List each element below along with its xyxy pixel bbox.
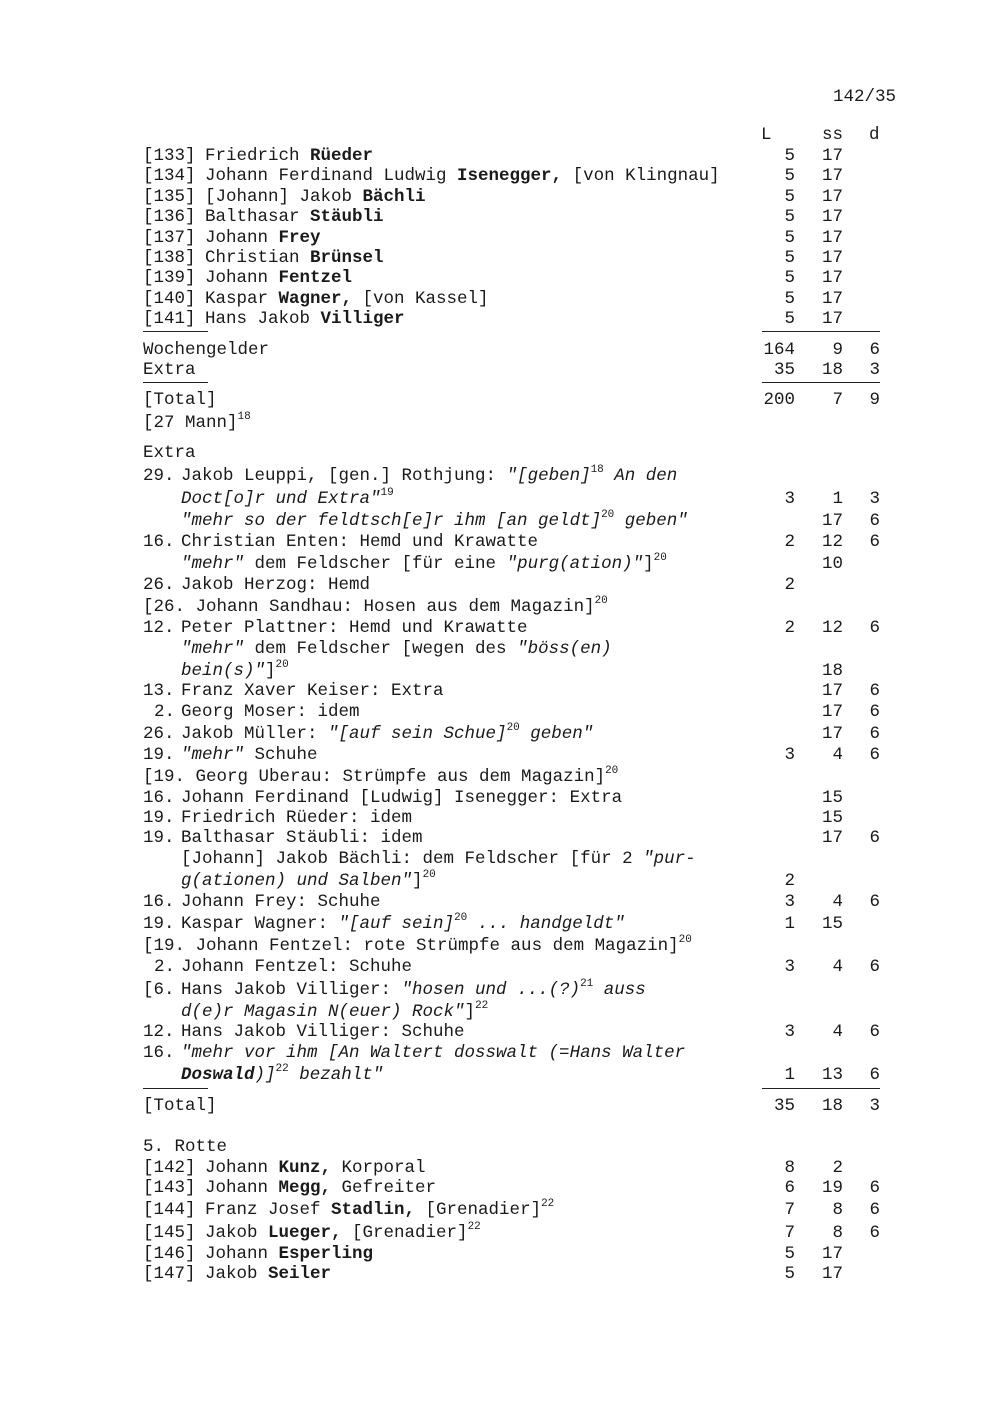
amount-ss: 13	[821, 1065, 843, 1085]
divider	[143, 382, 208, 383]
footnote-ref: 20	[454, 912, 468, 924]
entry-number: 13.	[143, 681, 175, 701]
amount-d: 6	[869, 1223, 880, 1243]
person-id: [141]	[143, 309, 196, 330]
extra-heading: Extra	[143, 443, 196, 463]
extra-entry	[143, 554, 880, 575]
extra-entry	[143, 1002, 880, 1023]
entry-number: 26.	[143, 724, 175, 744]
entry-quote: "böss(en)	[517, 639, 612, 659]
entry-quote: "mehr vor ihm [An Waltert dosswalt (=Hans Walter	[181, 1043, 686, 1063]
extra-entry	[143, 808, 880, 829]
extra-entry	[143, 745, 880, 766]
total-label: [Total]	[143, 390, 217, 410]
entry-text: ]	[265, 661, 276, 681]
entry-text: Jakob Müller:	[181, 724, 329, 744]
amount-l: 5	[784, 207, 795, 228]
footnote-ref: 20	[422, 869, 436, 881]
entry-number: 29.	[143, 466, 175, 486]
amount-l: 3	[784, 745, 795, 765]
footnote-ref: 22	[475, 1000, 489, 1012]
person-id: [137]	[143, 227, 196, 248]
amount-d: 6	[869, 618, 880, 638]
person-name: Johann	[205, 1158, 279, 1178]
entry-quote: "hosen und ...(?)	[401, 980, 581, 1000]
sum-divider	[762, 331, 880, 332]
person-id: [135]	[143, 186, 196, 207]
entry-quote: "mehr"	[181, 554, 245, 574]
entry-quote: "mehr"	[181, 639, 245, 659]
amount-ss: 12	[821, 618, 843, 638]
footnote-ref: 18	[590, 464, 604, 476]
person-name: Kaspar	[205, 288, 279, 309]
person-surname: Isenegger,	[457, 166, 563, 187]
amount-ss: 17	[821, 288, 843, 309]
extra-sum-label: Extra	[143, 360, 196, 380]
person-surname: Stäubli	[310, 207, 384, 228]
entry-text: Jakob Herzog: Hemd	[181, 575, 371, 595]
amount-ss: 18	[821, 661, 843, 681]
amount-d: 6	[869, 724, 880, 744]
person-note: [Grenadier]	[341, 1223, 468, 1243]
person-row	[143, 248, 880, 269]
sum-divider	[762, 1088, 880, 1089]
amount-l: 2	[784, 575, 795, 595]
amount-d: 6	[869, 340, 880, 360]
entry-text: ]	[643, 554, 654, 574]
entry-text: dem Feldscher [für eine	[244, 554, 507, 574]
entry-text: [26. Johann Sandhau: Hosen aus dem Magazin]	[143, 597, 595, 617]
extra-entry	[143, 597, 880, 618]
amount-ss: 2	[832, 1158, 843, 1178]
person-surname: Fentzel	[278, 268, 353, 289]
page-number: 142/35	[833, 87, 897, 107]
extra-entry	[143, 661, 880, 682]
amount-l: 5	[784, 248, 795, 268]
amount-ss: 17	[821, 1264, 843, 1284]
extra-entry	[143, 1022, 880, 1043]
extra-entry	[143, 980, 880, 1001]
entry-number: 16.	[143, 532, 175, 552]
entry-quote: "mehr"	[181, 745, 245, 765]
total-row	[143, 390, 880, 411]
person-row	[143, 228, 880, 249]
person-name: Johann	[205, 227, 279, 248]
amount-l: 164	[763, 340, 795, 360]
person-surname: Megg,	[278, 1178, 332, 1198]
entry-quote: d(e)r Magasin N(euer) Rock"	[181, 1002, 465, 1022]
person-name: Johann	[205, 1178, 279, 1198]
person-surname: Wagner,	[278, 288, 353, 309]
extra-entry	[143, 1043, 880, 1064]
amount-d: 3	[869, 360, 880, 380]
entry-text: Johann Frey: Schuhe	[181, 892, 381, 912]
column-header-d: d	[869, 125, 880, 145]
footnote-ref: 22	[541, 1198, 555, 1210]
person-name: Johann	[205, 268, 279, 289]
extra-entry	[143, 724, 880, 745]
amount-l: 35	[773, 1096, 795, 1116]
amount-l: 5	[784, 146, 795, 166]
entry-text: [Johann] Jakob Bächli: dem Feldscher [für 2	[181, 849, 644, 869]
person-row	[143, 187, 880, 208]
person-name: Hans Jakob	[205, 309, 321, 330]
person-note: [von Klingnau]	[562, 166, 720, 187]
amount-l: 5	[784, 227, 795, 248]
amount-d: 9	[869, 390, 880, 410]
amount-ss: 17	[821, 702, 843, 722]
person-surname: Frey	[278, 227, 321, 248]
total-label: [Total]	[143, 1096, 217, 1116]
person-id: [146]	[143, 1244, 196, 1264]
amount-ss: 4	[832, 892, 843, 912]
extra-entry	[143, 914, 880, 935]
amount-l: 1	[784, 914, 795, 934]
amount-ss: 17	[821, 1244, 843, 1264]
column-header-ss: ss	[822, 125, 844, 145]
amount-d: 6	[869, 681, 880, 701]
person-surname: Villiger	[320, 309, 405, 330]
amount-ss: 15	[821, 914, 843, 934]
amount-ss: 17	[821, 146, 843, 166]
amount-l: 5	[784, 268, 795, 289]
person-id: [134]	[143, 166, 196, 187]
amount-l: 8	[784, 1158, 795, 1178]
entry-number: [6.	[143, 980, 175, 1000]
person-id: [138]	[143, 248, 196, 268]
person-row	[143, 268, 880, 289]
amount-ss: 4	[832, 745, 843, 765]
person-row	[143, 166, 880, 187]
person-name: Franz Josef	[205, 1200, 332, 1220]
entry-quote: "[auf sein]	[338, 914, 455, 934]
extra-entry	[143, 957, 880, 978]
amount-ss: 17	[821, 186, 843, 207]
extra-entry	[143, 871, 880, 892]
entry-quote: )]	[254, 1065, 276, 1085]
entry-number: 26.	[143, 575, 175, 595]
person-name: Christian	[205, 248, 311, 268]
footnote-ref: 20	[275, 659, 289, 671]
amount-d: 6	[869, 702, 880, 722]
extra-entry	[143, 702, 880, 723]
person-surname: Bächli	[362, 186, 426, 207]
entry-quote: Doct[o]r und Extra"	[181, 489, 381, 509]
amount-ss: 17	[821, 309, 843, 330]
amount-d: 3	[869, 1096, 880, 1116]
person-surname: Stadlin,	[331, 1200, 416, 1220]
person-row	[143, 1200, 880, 1221]
person-surname: Brünsel	[310, 248, 384, 268]
amount-d: 3	[869, 489, 880, 509]
entry-quote: geben"	[614, 511, 688, 531]
footnote-ref: 20	[605, 765, 619, 777]
entry-number: 19.	[143, 914, 175, 934]
person-name: Johann Ferdinand Ludwig	[205, 166, 458, 187]
amount-ss: 17	[821, 166, 843, 187]
amount-ss: 8	[832, 1223, 843, 1243]
rotte-heading: 5. Rotte	[143, 1137, 228, 1157]
amount-l: 5	[784, 309, 795, 330]
entry-text: Hans Jakob Villiger: Schuhe	[181, 1022, 465, 1042]
person-row	[143, 1178, 880, 1199]
person-row	[143, 1158, 880, 1179]
amount-l: 2	[784, 618, 795, 638]
entry-text: Johann Ferdinand [Ludwig] Isenegger: Extra	[181, 788, 623, 808]
footnote-ref: 20	[601, 509, 615, 521]
person-row	[143, 1244, 880, 1265]
person-id: [140]	[143, 288, 196, 309]
person-row	[143, 207, 880, 228]
entry-quote: "[geben]	[506, 466, 591, 486]
footnote-ref: 18	[237, 411, 251, 423]
amount-d: 6	[869, 892, 880, 912]
entry-number: 12.	[143, 1022, 175, 1042]
extra-entry	[143, 575, 880, 596]
person-id: [136]	[143, 207, 196, 228]
extra-entry	[143, 892, 880, 913]
extra-entry	[143, 1065, 880, 1086]
entry-text: ]	[464, 1002, 476, 1022]
amount-ss: 1	[832, 489, 843, 509]
column-header-l: L	[761, 125, 772, 145]
entry-text: [19. Georg Uberau: Strümpfe aus dem Magazin]	[143, 767, 606, 787]
person-id: [147]	[143, 1264, 196, 1284]
entry-quote: An den	[603, 466, 678, 486]
amount-ss: 15	[821, 808, 843, 828]
footnote-ref: 20	[678, 934, 692, 946]
entry-text: [19. Johann Fentzel: rote Strümpfe aus dem Magazin]	[143, 936, 679, 956]
entry-number: 16.	[143, 1043, 175, 1063]
entry-quote: bezahlt"	[288, 1065, 384, 1085]
amount-l: 3	[784, 1022, 795, 1042]
person-row	[143, 289, 880, 310]
amount-ss: 18	[821, 360, 843, 380]
amount-d: 6	[869, 745, 880, 765]
amount-ss: 17	[821, 227, 843, 248]
footnote-ref: 19	[380, 487, 394, 499]
entry-quote: "mehr so der feldtsch[e]r ihm [an geldt]	[181, 511, 602, 531]
entry-text: Christian Enten: Hemd und Krawatte	[181, 532, 539, 552]
person-id: [139]	[143, 268, 196, 289]
amount-l: 5	[784, 288, 795, 309]
amount-l: 5	[784, 166, 795, 187]
amount-ss: 17	[821, 828, 843, 848]
person-row	[143, 1223, 880, 1244]
entry-text: Johann Fentzel: Schuhe	[181, 957, 413, 977]
extra-entry	[143, 639, 880, 660]
amount-l: 1	[784, 1065, 795, 1085]
amount-l: 5	[784, 1244, 795, 1264]
person-name: Balthasar	[205, 207, 311, 228]
amount-d: 6	[869, 511, 880, 531]
entry-quote: "pur-	[643, 849, 696, 869]
wochengelder-label: Wochengelder	[143, 340, 270, 360]
amount-d: 6	[869, 1200, 880, 1220]
rotte-heading-row	[143, 1137, 880, 1158]
extra-entry	[143, 849, 880, 870]
extra-entry	[143, 532, 880, 553]
amount-ss: 7	[832, 390, 843, 410]
person-surname: Kunz,	[278, 1158, 332, 1178]
amount-ss: 17	[821, 724, 843, 744]
person-name: Jakob	[205, 1223, 269, 1243]
extra-entry	[143, 466, 880, 487]
entry-quote: "purg(ation)"	[506, 554, 644, 574]
divider	[143, 1088, 208, 1089]
person-name: Jakob	[205, 1264, 269, 1284]
entry-text: Kaspar Wagner:	[181, 914, 339, 934]
amount-l: 3	[784, 892, 795, 912]
person-name: [Johann] Jakob	[205, 186, 363, 207]
entry-number: 16.	[143, 788, 175, 808]
amount-d: 6	[869, 828, 880, 848]
footnote-ref: 20	[594, 595, 608, 607]
entry-number: 19.	[143, 828, 175, 848]
extra-entry	[143, 511, 880, 532]
footnote-ref: 22	[275, 1063, 289, 1075]
extra-heading-row	[143, 443, 880, 464]
person-row	[143, 146, 880, 167]
entry-name-bold: Doswald	[181, 1065, 255, 1085]
entry-number: 2.	[154, 702, 176, 722]
mann-row	[143, 413, 880, 434]
amount-l: 2	[784, 532, 795, 552]
amount-d: 6	[869, 1178, 880, 1198]
amount-d: 6	[869, 1022, 880, 1042]
amount-ss: 17	[821, 681, 843, 701]
extra-entry	[143, 489, 880, 510]
amount-ss: 12	[821, 532, 843, 552]
entry-number: 19.	[143, 808, 175, 828]
person-note: Korporal	[331, 1158, 426, 1178]
person-surname: Lueger,	[268, 1223, 342, 1243]
person-name: Johann	[205, 1244, 279, 1264]
amount-l: 7	[784, 1223, 795, 1243]
entry-quote: ... handgeldt"	[467, 914, 625, 934]
amount-ss: 17	[821, 207, 843, 228]
person-id: [133]	[143, 146, 196, 166]
footnote-ref: 22	[467, 1221, 481, 1233]
amount-l: 5	[784, 186, 795, 207]
person-row	[143, 1264, 880, 1285]
person-note: [von Kassel]	[352, 288, 489, 309]
person-row	[143, 309, 880, 330]
entry-text: Peter Plattner: Hemd und Krawatte	[181, 618, 528, 638]
amount-l: 200	[763, 390, 795, 410]
person-surname: Rüeder	[310, 146, 374, 166]
amount-l: 3	[784, 957, 795, 977]
person-surname: Seiler	[268, 1264, 332, 1284]
person-id: [142]	[143, 1158, 196, 1178]
amount-ss: 8	[832, 1200, 843, 1220]
person-note: [Grenadier]	[415, 1200, 542, 1220]
footnote-ref: 21	[580, 978, 594, 990]
extra-entry	[143, 788, 880, 809]
mann-label: [27 Mann]	[143, 413, 238, 433]
entry-quote: auss	[593, 980, 646, 1000]
extra-sum-row	[143, 360, 880, 381]
extra-entry	[143, 767, 880, 788]
amount-ss: 9	[832, 340, 843, 360]
footnote-ref: 20	[653, 552, 667, 564]
entry-number: 2.	[154, 957, 176, 977]
entry-text: Schuhe	[244, 745, 318, 765]
entry-text: Hans Jakob Villiger:	[181, 980, 402, 1000]
amount-ss: 4	[832, 1022, 843, 1042]
wochengelder-row	[143, 340, 880, 361]
entry-text: Jakob Leuppi, [gen.] Rothjung:	[181, 466, 507, 486]
amount-d: 6	[869, 532, 880, 552]
amount-ss: 18	[821, 1096, 843, 1116]
amount-ss: 19	[821, 1178, 843, 1198]
extra-entry	[143, 936, 880, 957]
amount-l: 5	[784, 1264, 795, 1284]
amount-ss: 17	[821, 511, 843, 531]
amount-l: 35	[773, 360, 795, 380]
entry-number: 19.	[143, 745, 175, 765]
entry-text: Balthasar Stäubli: idem	[181, 828, 423, 848]
amount-l: 3	[784, 489, 795, 509]
amount-l: 7	[784, 1200, 795, 1220]
amount-l: 6	[784, 1178, 795, 1198]
entry-quote: geben"	[519, 724, 594, 744]
amount-ss: 17	[821, 248, 843, 268]
amount-ss: 10	[821, 554, 843, 574]
entry-quote: g(ationen) und Salben"	[181, 871, 413, 891]
footnote-ref: 20	[506, 722, 520, 734]
entry-text: Franz Xaver Keiser: Extra	[181, 681, 444, 701]
amount-ss: 15	[821, 788, 843, 808]
entry-quote: "[auf sein Schue]	[328, 724, 507, 744]
entry-text: Friedrich Rüeder: idem	[181, 808, 413, 828]
extra-entry	[143, 828, 880, 849]
amount-ss: 17	[821, 268, 843, 289]
person-note: Gefreiter	[331, 1178, 437, 1198]
person-id: [143]	[143, 1178, 196, 1198]
amount-d: 6	[869, 957, 880, 977]
extra-entry	[143, 681, 880, 702]
extra-entry	[143, 618, 880, 639]
divider	[143, 331, 208, 332]
entry-quote: bein(s)"	[181, 661, 266, 681]
person-id: [145]	[143, 1223, 196, 1243]
column-header-row	[143, 125, 880, 146]
entry-text: Georg Moser: idem	[181, 702, 360, 722]
amount-d: 6	[869, 1065, 880, 1085]
sum-divider	[762, 382, 880, 383]
entry-number: 16.	[143, 892, 175, 912]
total-row	[143, 1096, 880, 1117]
person-name: Friedrich	[205, 146, 311, 166]
entry-text: dem Feldscher [wegen des	[244, 639, 518, 659]
amount-l: 2	[784, 871, 795, 891]
amount-ss: 4	[832, 957, 843, 977]
entry-number: 12.	[143, 618, 175, 638]
entry-text: ]	[412, 871, 423, 891]
person-surname: Esperling	[278, 1244, 374, 1264]
person-id: [144]	[143, 1200, 196, 1220]
